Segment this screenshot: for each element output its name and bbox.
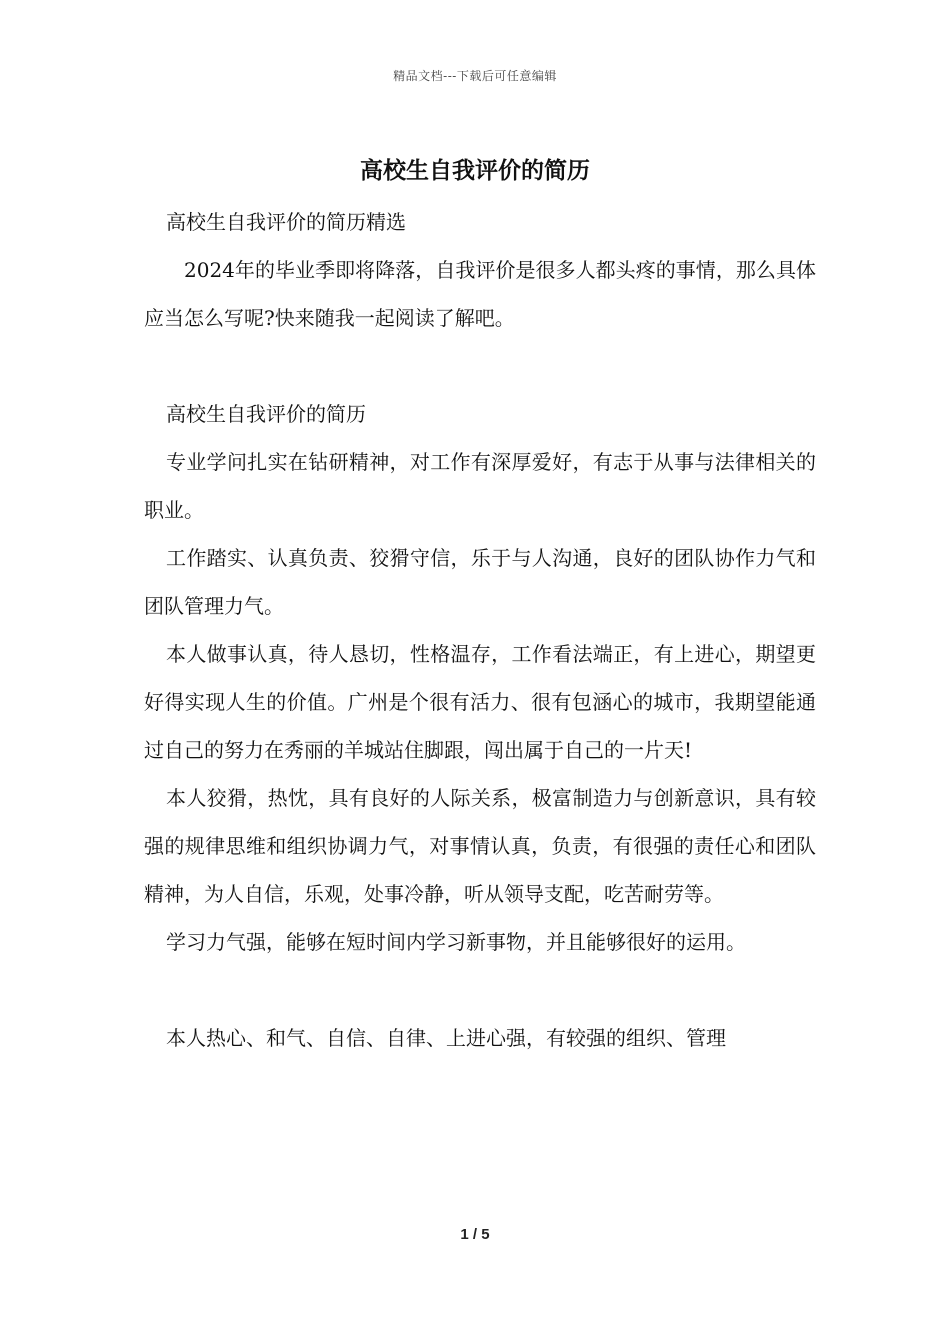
intro-paragraph: 2024年的毕业季即将降落，自我评价是很多人都头疼的事情，那么具体应当怎么写呢?快来随我一起阅读了解吧。 bbox=[144, 258, 816, 330]
paragraph-gap bbox=[144, 342, 816, 390]
document-subtitle: 高校生自我评价的简历精选 bbox=[166, 210, 406, 234]
body-paragraph-4: 本人狡猾，热忱，具有良好的人际关系，极富制造力与创新意识，具有较强的规律思维和组织协调力气，对事情认真，负责，有很强的责任心和团队精神，为人自信，乐观，处事冷静，听从领导支配，吃苦耐劳等。 bbox=[144, 786, 816, 906]
body-paragraph-2: 工作踏实、认真负责、狡猾守信，乐于与人沟通，良好的团队协作力气和团队管理力气。 bbox=[144, 546, 816, 618]
section-heading: 高校生自我评价的简历 bbox=[166, 402, 366, 426]
page-header: 精品文档---下载后可任意编辑 bbox=[393, 69, 557, 83]
body-paragraph-3: 本人做事认真，待人恳切，性格温存，工作看法端正，有上进心，期望更好得实现人生的价值。广州是个很有活力、很有包涵心的城市，我期望能通过自己的努力在秀丽的羊城站住脚跟，闯出属于自己的一片天! bbox=[144, 642, 816, 762]
body-paragraph-5: 学习力气强，能够在短时间内学习新事物，并且能够很好的运用。 bbox=[166, 930, 746, 954]
body-paragraph-1: 专业学问扎实在钻研精神，对工作有深厚爱好，有志于从事与法律相关的职业。 bbox=[144, 450, 816, 522]
paragraph-gap bbox=[144, 966, 816, 1014]
document-title: 高校生自我评价的简历 bbox=[360, 157, 590, 184]
page-number: 1 / 5 bbox=[460, 1226, 490, 1243]
document-body bbox=[144, 198, 816, 1062]
body-paragraph-6: 本人热心、和气、自信、自律、上进心强，有较强的组织、管理 bbox=[166, 1026, 726, 1050]
